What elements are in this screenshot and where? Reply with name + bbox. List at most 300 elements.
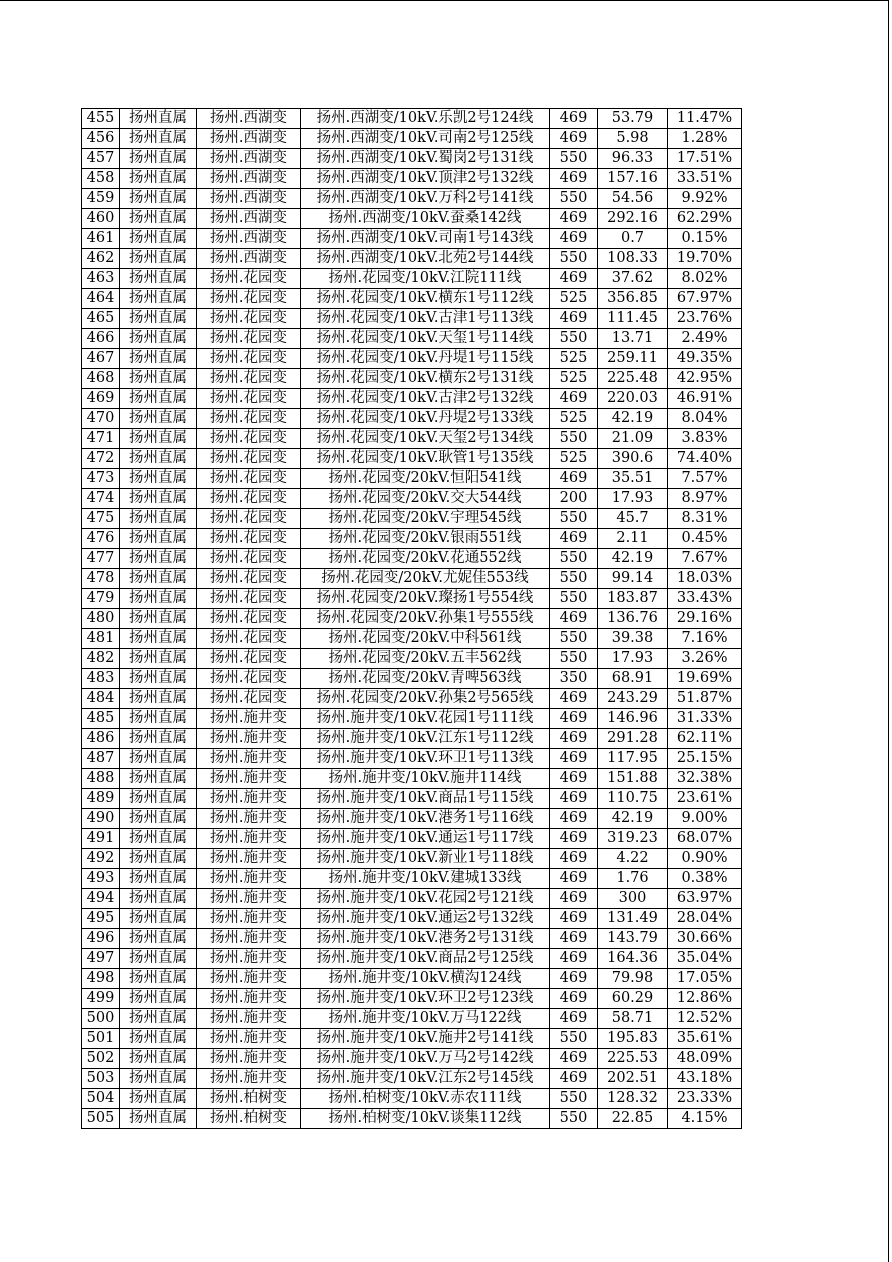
cell-capacity: 550 xyxy=(550,429,598,449)
cell-load: 35.51 xyxy=(598,469,668,489)
cell-company: 扬州直属 xyxy=(120,389,197,409)
table-row xyxy=(82,1109,742,1129)
cell-feeder-line: 扬州.施井变/10kV.施井2号141线 xyxy=(301,1029,550,1049)
cell-company: 扬州直属 xyxy=(120,709,197,729)
table-row xyxy=(82,549,742,569)
cell-load-rate: 3.26% xyxy=(668,649,742,669)
cell-capacity: 550 xyxy=(550,329,598,349)
table-row xyxy=(82,229,742,249)
cell-company: 扬州直属 xyxy=(120,529,197,549)
cell-index: 475 xyxy=(82,509,120,529)
cell-feeder-line: 扬州.花园变/20kV.银雨551线 xyxy=(301,529,550,549)
cell-load-rate: 35.04% xyxy=(668,949,742,969)
cell-substation: 扬州.施井变 xyxy=(197,789,301,809)
cell-feeder-line: 扬州.西湖变/10kV.顶津2号132线 xyxy=(301,169,550,189)
cell-load: 2.11 xyxy=(598,529,668,549)
cell-company: 扬州直属 xyxy=(120,1009,197,1029)
table-row xyxy=(82,1029,742,1049)
cell-substation: 扬州.花园变 xyxy=(197,489,301,509)
cell-company: 扬州直属 xyxy=(120,349,197,369)
cell-load: 143.79 xyxy=(598,929,668,949)
cell-capacity: 469 xyxy=(550,129,598,149)
cell-substation: 扬州.施井变 xyxy=(197,909,301,929)
cell-substation: 扬州.施井变 xyxy=(197,929,301,949)
cell-capacity: 550 xyxy=(550,1109,598,1129)
cell-capacity: 525 xyxy=(550,409,598,429)
cell-capacity: 469 xyxy=(550,689,598,709)
cell-capacity: 469 xyxy=(550,869,598,889)
cell-feeder-line: 扬州.花园变/10kV.古津2号132线 xyxy=(301,389,550,409)
cell-feeder-line: 扬州.花园变/20kV.孙集1号555线 xyxy=(301,609,550,629)
cell-load-rate: 9.00% xyxy=(668,809,742,829)
cell-company: 扬州直属 xyxy=(120,129,197,149)
cell-index: 464 xyxy=(82,289,120,309)
cell-capacity: 550 xyxy=(550,649,598,669)
cell-index: 458 xyxy=(82,169,120,189)
table-row xyxy=(82,369,742,389)
cell-substation: 扬州.柏树变 xyxy=(197,1109,301,1129)
cell-load: 37.62 xyxy=(598,269,668,289)
table-row xyxy=(82,349,742,369)
cell-substation: 扬州.西湖变 xyxy=(197,129,301,149)
cell-feeder-line: 扬州.花园变/10kV.丹堤1号115线 xyxy=(301,349,550,369)
cell-company: 扬州直属 xyxy=(120,169,197,189)
cell-feeder-line: 扬州.施井变/10kV.环卫1号113线 xyxy=(301,749,550,769)
cell-load-rate: 46.91% xyxy=(668,389,742,409)
cell-load: 390.6 xyxy=(598,449,668,469)
cell-feeder-line: 扬州.花园变/20kV.交大544线 xyxy=(301,489,550,509)
cell-company: 扬州直属 xyxy=(120,809,197,829)
cell-feeder-line: 扬州.西湖变/10kV.乐凯2号124线 xyxy=(301,109,550,129)
cell-load-rate: 8.97% xyxy=(668,489,742,509)
cell-load: 243.29 xyxy=(598,689,668,709)
cell-index: 480 xyxy=(82,609,120,629)
cell-load: 146.96 xyxy=(598,709,668,729)
cell-substation: 扬州.施井变 xyxy=(197,709,301,729)
cell-load: 151.88 xyxy=(598,769,668,789)
cell-substation: 扬州.西湖变 xyxy=(197,149,301,169)
feeder-load-table xyxy=(81,108,742,1129)
cell-company: 扬州直属 xyxy=(120,729,197,749)
cell-substation: 扬州.西湖变 xyxy=(197,249,301,269)
cell-load: 17.93 xyxy=(598,649,668,669)
cell-load-rate: 4.15% xyxy=(668,1109,742,1129)
cell-capacity: 469 xyxy=(550,1049,598,1069)
cell-index: 468 xyxy=(82,369,120,389)
cell-index: 503 xyxy=(82,1069,120,1089)
cell-substation: 扬州.西湖变 xyxy=(197,229,301,249)
cell-load: 60.29 xyxy=(598,989,668,1009)
cell-load-rate: 19.69% xyxy=(668,669,742,689)
cell-capacity: 469 xyxy=(550,709,598,729)
table-row xyxy=(82,989,742,1009)
cell-load-rate: 23.61% xyxy=(668,789,742,809)
cell-index: 462 xyxy=(82,249,120,269)
cell-load-rate: 8.02% xyxy=(668,269,742,289)
cell-capacity: 469 xyxy=(550,769,598,789)
cell-feeder-line: 扬州.花园变/20kV.尤妮佳553线 xyxy=(301,569,550,589)
cell-index: 489 xyxy=(82,789,120,809)
cell-feeder-line: 扬州.花园变/10kV.天玺1号114线 xyxy=(301,329,550,349)
cell-load-rate: 23.33% xyxy=(668,1089,742,1109)
cell-load: 1.76 xyxy=(598,869,668,889)
cell-feeder-line: 扬州.花园变/10kV.天玺2号134线 xyxy=(301,429,550,449)
cell-load-rate: 63.97% xyxy=(668,889,742,909)
cell-load: 259.11 xyxy=(598,349,668,369)
cell-capacity: 469 xyxy=(550,1009,598,1029)
cell-capacity: 469 xyxy=(550,1069,598,1089)
cell-feeder-line: 扬州.施井变/10kV.横沟124线 xyxy=(301,969,550,989)
cell-substation: 扬州.花园变 xyxy=(197,389,301,409)
cell-feeder-line: 扬州.西湖变/10kV.司南1号143线 xyxy=(301,229,550,249)
cell-load-rate: 62.29% xyxy=(668,209,742,229)
cell-feeder-line: 扬州.柏树变/10kV.赤农111线 xyxy=(301,1089,550,1109)
cell-load-rate: 33.51% xyxy=(668,169,742,189)
cell-index: 476 xyxy=(82,529,120,549)
cell-index: 463 xyxy=(82,269,120,289)
cell-substation: 扬州.花园变 xyxy=(197,349,301,369)
cell-feeder-line: 扬州.施井变/10kV.通运1号117线 xyxy=(301,829,550,849)
cell-company: 扬州直属 xyxy=(120,1049,197,1069)
cell-feeder-line: 扬州.西湖变/10kV.蚕桑142线 xyxy=(301,209,550,229)
cell-load-rate: 0.15% xyxy=(668,229,742,249)
cell-substation: 扬州.花园变 xyxy=(197,409,301,429)
cell-index: 497 xyxy=(82,949,120,969)
cell-company: 扬州直属 xyxy=(120,769,197,789)
cell-index: 484 xyxy=(82,689,120,709)
cell-index: 470 xyxy=(82,409,120,429)
cell-load: 58.71 xyxy=(598,1009,668,1029)
cell-company: 扬州直属 xyxy=(120,869,197,889)
cell-feeder-line: 扬州.花园变/10kV.丹堤2号133线 xyxy=(301,409,550,429)
cell-company: 扬州直属 xyxy=(120,549,197,569)
cell-substation: 扬州.花园变 xyxy=(197,329,301,349)
cell-load: 96.33 xyxy=(598,149,668,169)
cell-substation: 扬州.花园变 xyxy=(197,689,301,709)
cell-feeder-line: 扬州.花园变/20kV.花通552线 xyxy=(301,549,550,569)
table-row xyxy=(82,329,742,349)
cell-load-rate: 43.18% xyxy=(668,1069,742,1089)
cell-index: 487 xyxy=(82,749,120,769)
cell-load-rate: 74.40% xyxy=(668,449,742,469)
table-row xyxy=(82,809,742,829)
cell-load: 110.75 xyxy=(598,789,668,809)
cell-company: 扬州直属 xyxy=(120,1069,197,1089)
table-row xyxy=(82,849,742,869)
cell-load-rate: 1.28% xyxy=(668,129,742,149)
cell-capacity: 469 xyxy=(550,949,598,969)
cell-load: 108.33 xyxy=(598,249,668,269)
cell-capacity: 469 xyxy=(550,829,598,849)
cell-company: 扬州直属 xyxy=(120,649,197,669)
cell-load-rate: 7.57% xyxy=(668,469,742,489)
cell-capacity: 469 xyxy=(550,969,598,989)
cell-load-rate: 9.92% xyxy=(668,189,742,209)
table-row xyxy=(82,889,742,909)
table-row xyxy=(82,489,742,509)
cell-index: 477 xyxy=(82,549,120,569)
cell-feeder-line: 扬州.花园变/20kV.孙集2号565线 xyxy=(301,689,550,709)
cell-company: 扬州直属 xyxy=(120,1089,197,1109)
cell-capacity: 550 xyxy=(550,509,598,529)
cell-substation: 扬州.花园变 xyxy=(197,569,301,589)
cell-feeder-line: 扬州.花园变/10kV.横东2号131线 xyxy=(301,369,550,389)
cell-load-rate: 11.47% xyxy=(668,109,742,129)
cell-company: 扬州直属 xyxy=(120,629,197,649)
cell-index: 466 xyxy=(82,329,120,349)
cell-company: 扬州直属 xyxy=(120,369,197,389)
cell-capacity: 350 xyxy=(550,669,598,689)
cell-load: 319.23 xyxy=(598,829,668,849)
cell-substation: 扬州.施井变 xyxy=(197,969,301,989)
cell-load: 202.51 xyxy=(598,1069,668,1089)
table-row xyxy=(82,929,742,949)
cell-capacity: 469 xyxy=(550,729,598,749)
cell-substation: 扬州.施井变 xyxy=(197,1069,301,1089)
cell-feeder-line: 扬州.西湖变/10kV.北苑2号144线 xyxy=(301,249,550,269)
cell-feeder-line: 扬州.花园变/20kV.中科561线 xyxy=(301,629,550,649)
cell-company: 扬州直属 xyxy=(120,269,197,289)
cell-feeder-line: 扬州.施井变/10kV.花园2号121线 xyxy=(301,889,550,909)
cell-substation: 扬州.西湖变 xyxy=(197,209,301,229)
cell-index: 501 xyxy=(82,1029,120,1049)
cell-capacity: 469 xyxy=(550,169,598,189)
cell-load: 13.71 xyxy=(598,329,668,349)
cell-substation: 扬州.施井变 xyxy=(197,1049,301,1069)
table-row xyxy=(82,529,742,549)
table-row xyxy=(82,149,742,169)
cell-load-rate: 25.15% xyxy=(668,749,742,769)
cell-index: 496 xyxy=(82,929,120,949)
cell-capacity: 550 xyxy=(550,569,598,589)
cell-load: 99.14 xyxy=(598,569,668,589)
cell-load: 53.79 xyxy=(598,109,668,129)
table-row xyxy=(82,1009,742,1029)
cell-substation: 扬州.花园变 xyxy=(197,509,301,529)
cell-substation: 扬州.花园变 xyxy=(197,429,301,449)
cell-load-rate: 17.51% xyxy=(668,149,742,169)
cell-substation: 扬州.花园变 xyxy=(197,289,301,309)
cell-substation: 扬州.施井变 xyxy=(197,829,301,849)
cell-index: 459 xyxy=(82,189,120,209)
table-row xyxy=(82,1049,742,1069)
table-row xyxy=(82,649,742,669)
table-row xyxy=(82,669,742,689)
cell-load: 356.85 xyxy=(598,289,668,309)
cell-company: 扬州直属 xyxy=(120,689,197,709)
cell-index: 494 xyxy=(82,889,120,909)
cell-company: 扬州直属 xyxy=(120,189,197,209)
cell-load-rate: 8.31% xyxy=(668,509,742,529)
cell-capacity: 469 xyxy=(550,809,598,829)
cell-company: 扬州直属 xyxy=(120,949,197,969)
table-row xyxy=(82,129,742,149)
cell-load: 157.16 xyxy=(598,169,668,189)
cell-feeder-line: 扬州.施井变/10kV.江东2号145线 xyxy=(301,1069,550,1089)
cell-substation: 扬州.施井变 xyxy=(197,729,301,749)
cell-load: 300 xyxy=(598,889,668,909)
cell-capacity: 469 xyxy=(550,269,598,289)
cell-index: 495 xyxy=(82,909,120,929)
cell-index: 502 xyxy=(82,1049,120,1069)
cell-capacity: 550 xyxy=(550,629,598,649)
cell-load: 68.91 xyxy=(598,669,668,689)
table-row xyxy=(82,1089,742,1109)
cell-company: 扬州直属 xyxy=(120,469,197,489)
cell-company: 扬州直属 xyxy=(120,509,197,529)
cell-index: 471 xyxy=(82,429,120,449)
cell-capacity: 469 xyxy=(550,789,598,809)
cell-company: 扬州直属 xyxy=(120,1029,197,1049)
cell-capacity: 469 xyxy=(550,109,598,129)
cell-feeder-line: 扬州.西湖变/10kV.万科2号141线 xyxy=(301,189,550,209)
cell-substation: 扬州.柏树变 xyxy=(197,1089,301,1109)
cell-company: 扬州直属 xyxy=(120,489,197,509)
cell-company: 扬州直属 xyxy=(120,309,197,329)
cell-company: 扬州直属 xyxy=(120,449,197,469)
cell-substation: 扬州.花园变 xyxy=(197,309,301,329)
table-row xyxy=(82,709,742,729)
table-row xyxy=(82,829,742,849)
cell-load: 225.53 xyxy=(598,1049,668,1069)
table-row xyxy=(82,1069,742,1089)
table-row xyxy=(82,609,742,629)
cell-load-rate: 51.87% xyxy=(668,689,742,709)
cell-load-rate: 0.45% xyxy=(668,529,742,549)
table-row xyxy=(82,909,742,929)
cell-feeder-line: 扬州.花园变/20kV.五丰562线 xyxy=(301,649,550,669)
cell-load: 136.76 xyxy=(598,609,668,629)
cell-load: 22.85 xyxy=(598,1109,668,1129)
cell-index: 498 xyxy=(82,969,120,989)
cell-capacity: 469 xyxy=(550,909,598,929)
cell-substation: 扬州.施井变 xyxy=(197,1029,301,1049)
cell-company: 扬州直属 xyxy=(120,989,197,1009)
cell-load-rate: 7.67% xyxy=(668,549,742,569)
cell-load-rate: 62.11% xyxy=(668,729,742,749)
cell-load-rate: 48.09% xyxy=(668,1049,742,1069)
cell-company: 扬州直属 xyxy=(120,149,197,169)
cell-feeder-line: 扬州.施井变/10kV.商品2号125线 xyxy=(301,949,550,969)
cell-capacity: 469 xyxy=(550,749,598,769)
cell-load: 42.19 xyxy=(598,809,668,829)
cell-load-rate: 49.35% xyxy=(668,349,742,369)
cell-capacity: 525 xyxy=(550,349,598,369)
table-row xyxy=(82,169,742,189)
cell-capacity: 550 xyxy=(550,549,598,569)
cell-index: 499 xyxy=(82,989,120,1009)
cell-substation: 扬州.花园变 xyxy=(197,369,301,389)
cell-load: 183.87 xyxy=(598,589,668,609)
cell-capacity: 525 xyxy=(550,449,598,469)
table-row xyxy=(82,589,742,609)
cell-load: 117.95 xyxy=(598,749,668,769)
table-row xyxy=(82,969,742,989)
cell-load-rate: 35.61% xyxy=(668,1029,742,1049)
cell-company: 扬州直属 xyxy=(120,749,197,769)
cell-capacity: 200 xyxy=(550,489,598,509)
table-row xyxy=(82,569,742,589)
cell-load-rate: 23.76% xyxy=(668,309,742,329)
cell-substation: 扬州.花园变 xyxy=(197,589,301,609)
cell-capacity: 469 xyxy=(550,389,598,409)
table-row xyxy=(82,249,742,269)
table-row xyxy=(82,729,742,749)
cell-capacity: 550 xyxy=(550,589,598,609)
cell-company: 扬州直属 xyxy=(120,829,197,849)
cell-load: 0.7 xyxy=(598,229,668,249)
table-row xyxy=(82,629,742,649)
cell-feeder-line: 扬州.施井变/10kV.港务2号131线 xyxy=(301,929,550,949)
cell-substation: 扬州.花园变 xyxy=(197,469,301,489)
cell-index: 456 xyxy=(82,129,120,149)
cell-substation: 扬州.施井变 xyxy=(197,809,301,829)
cell-load-rate: 2.49% xyxy=(668,329,742,349)
cell-load-rate: 17.05% xyxy=(668,969,742,989)
cell-load: 5.98 xyxy=(598,129,668,149)
cell-load-rate: 42.95% xyxy=(668,369,742,389)
cell-index: 493 xyxy=(82,869,120,889)
cell-load-rate: 31.33% xyxy=(668,709,742,729)
cell-load: 54.56 xyxy=(598,189,668,209)
table-row xyxy=(82,689,742,709)
cell-feeder-line: 扬州.施井变/10kV.商品1号115线 xyxy=(301,789,550,809)
cell-load: 291.28 xyxy=(598,729,668,749)
cell-company: 扬州直属 xyxy=(120,569,197,589)
cell-load: 131.49 xyxy=(598,909,668,929)
cell-company: 扬州直属 xyxy=(120,109,197,129)
cell-index: 469 xyxy=(82,389,120,409)
table-row xyxy=(82,949,742,969)
cell-index: 460 xyxy=(82,209,120,229)
table-row xyxy=(82,189,742,209)
cell-substation: 扬州.施井变 xyxy=(197,1009,301,1029)
cell-load: 39.38 xyxy=(598,629,668,649)
cell-company: 扬州直属 xyxy=(120,929,197,949)
cell-capacity: 469 xyxy=(550,849,598,869)
cell-substation: 扬州.西湖变 xyxy=(197,189,301,209)
cell-capacity: 525 xyxy=(550,289,598,309)
cell-load-rate: 3.83% xyxy=(668,429,742,449)
cell-index: 461 xyxy=(82,229,120,249)
cell-substation: 扬州.施井变 xyxy=(197,949,301,969)
cell-capacity: 550 xyxy=(550,189,598,209)
cell-feeder-line: 扬州.西湖变/10kV.司南2号125线 xyxy=(301,129,550,149)
cell-load: 79.98 xyxy=(598,969,668,989)
cell-load-rate: 68.07% xyxy=(668,829,742,849)
cell-company: 扬州直属 xyxy=(120,789,197,809)
cell-index: 488 xyxy=(82,769,120,789)
cell-index: 486 xyxy=(82,729,120,749)
cell-index: 504 xyxy=(82,1089,120,1109)
cell-substation: 扬州.花园变 xyxy=(197,669,301,689)
table-row xyxy=(82,389,742,409)
cell-company: 扬州直属 xyxy=(120,409,197,429)
cell-index: 473 xyxy=(82,469,120,489)
cell-company: 扬州直属 xyxy=(120,1109,197,1129)
cell-feeder-line: 扬州.花园变/20kV.青啤563线 xyxy=(301,669,550,689)
cell-feeder-line: 扬州.施井变/10kV.万马2号142线 xyxy=(301,1049,550,1069)
cell-load-rate: 12.52% xyxy=(668,1009,742,1029)
cell-substation: 扬州.花园变 xyxy=(197,269,301,289)
table-row xyxy=(82,289,742,309)
cell-feeder-line: 扬州.施井变/10kV.新业1号118线 xyxy=(301,849,550,869)
cell-load-rate: 18.03% xyxy=(668,569,742,589)
cell-index: 500 xyxy=(82,1009,120,1029)
cell-load: 42.19 xyxy=(598,549,668,569)
cell-capacity: 469 xyxy=(550,889,598,909)
cell-feeder-line: 扬州.施井变/10kV.通运2号132线 xyxy=(301,909,550,929)
